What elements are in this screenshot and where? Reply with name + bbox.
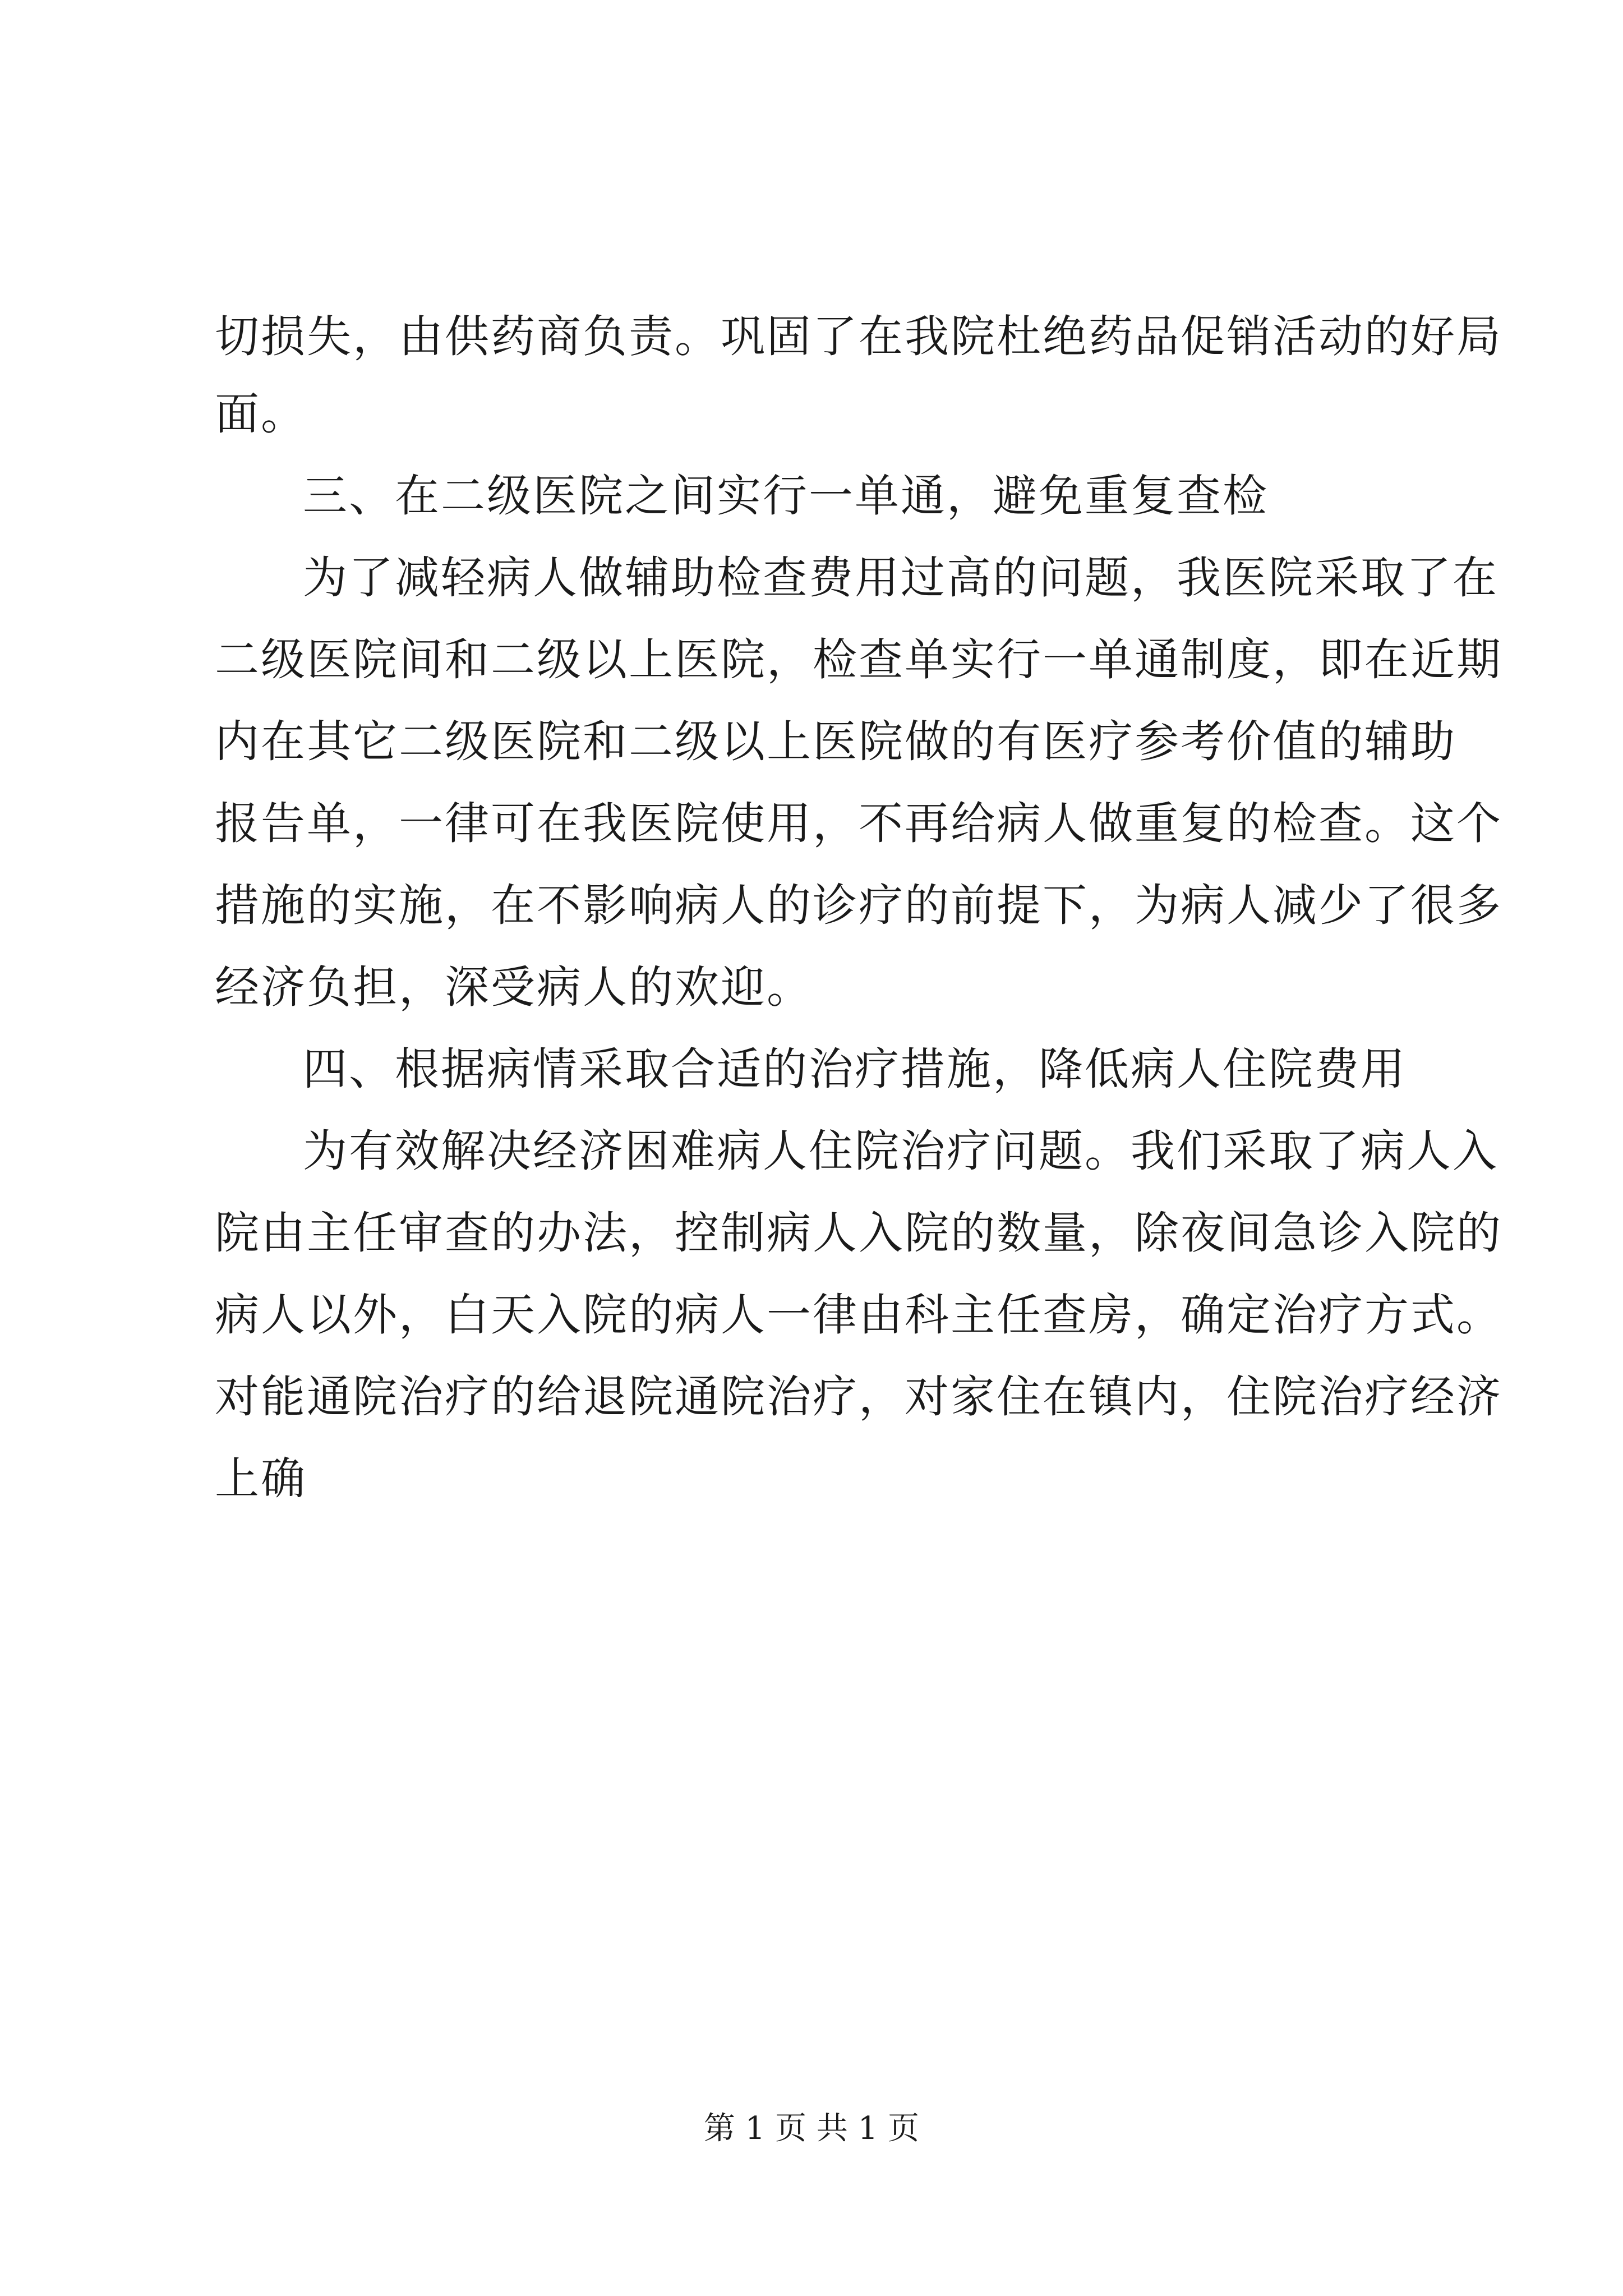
body-line: 切损失，由供药商负责。巩固了在我院杜绝药品促销活动的好局 [215, 311, 1502, 362]
section-heading: 三、在二级医院之间实行一单通，避免重复查检 [303, 470, 1269, 522]
body-line: 措施的实施，在不影响病人的诊疗的前提下，为病人减少了很多 [215, 880, 1502, 931]
body-line: 为了减轻病人做辅助检查费用过高的问题，我医院采取了在 [303, 552, 1498, 604]
body-line: 二级医院间和二级以上医院，检查单实行一单通制度，即在近期 [215, 634, 1502, 685]
body-line: 内在其它二级医院和二级以上医院做的有医疗参考价值的辅助 [215, 716, 1456, 767]
body-line: 为有效解决经济困难病人住院治疗问题。我们采取了病人入 [303, 1125, 1498, 1177]
page-number-footer: 第 1 页 共 1 页 [703, 2110, 920, 2147]
body-line: 病人以外，白天入院的病人一律由科主任查房，确定治疗方式。 [215, 1289, 1502, 1341]
body-line: 上确 [215, 1453, 307, 1504]
body-line: 经济负担，深受病人的欢迎。 [215, 961, 813, 1013]
body-line: 报告单，一律可在我医院使用，不再给病人做重复的检查。这个 [215, 798, 1502, 849]
body-line: 面。 [215, 388, 307, 440]
body-line: 对能通院治疗的给退院通院治疗，对家住在镇内，住院治疗经济 [215, 1371, 1502, 1423]
body-line: 院由主任审查的办法，控制病人入院的数量，除夜间急诊入院的 [215, 1207, 1502, 1259]
section-heading: 四、根据病情采取合适的治疗措施，降低病人住院费用 [303, 1043, 1407, 1095]
